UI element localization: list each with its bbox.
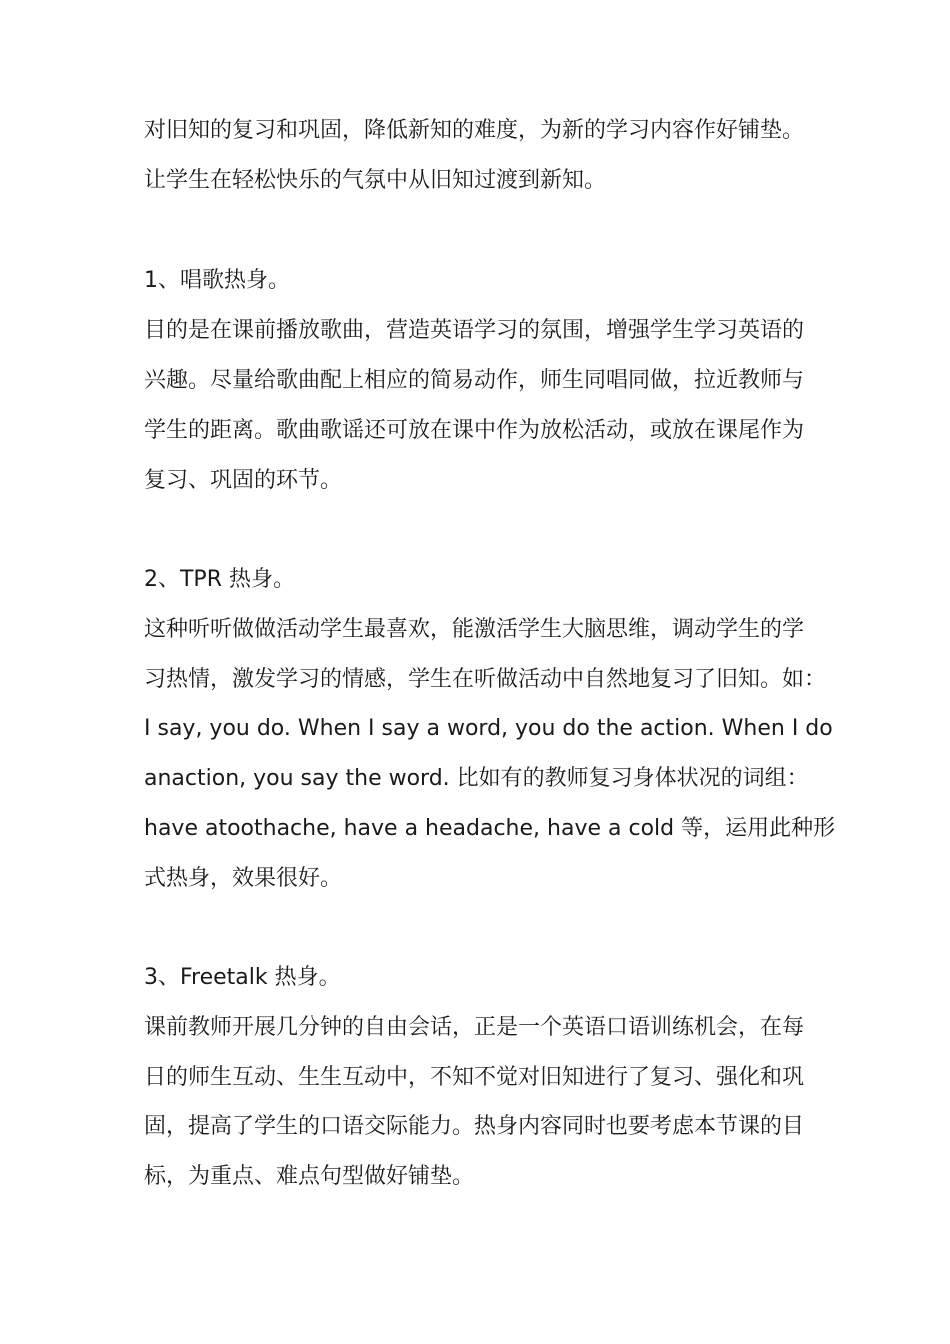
intro-line: 对旧知的复习和巩固，降低新知的难度，为新的学习内容作好铺垫。 <box>144 118 805 143</box>
paragraph-line: 兴趣。尽量给歌曲配上相应的简易动作，师生同唱同做，拉近教师与 <box>144 368 805 393</box>
paragraph-line: 这种听听做做活动学生最喜欢，能激活学生大脑思维，调动学生的学 <box>144 617 805 642</box>
section-heading: 2、TPR 热身。 <box>144 567 295 592</box>
paragraph-line: 日的师生互动、生生互动中，不知不觉对旧知进行了复习、强化和巩 <box>144 1065 805 1090</box>
paragraph-line: 复习、巩固的环节。 <box>144 468 343 493</box>
paragraph-line: 课前教师开展几分钟的自由会话，正是一个英语口语训练机会，在每 <box>144 1015 805 1040</box>
paragraph-line: 标，为重点、难点句型做好铺垫。 <box>144 1164 475 1189</box>
paragraph-line: 学生的距离。歌曲歌谣还可放在课中作为放松活动，或放在课尾作为 <box>144 418 805 443</box>
paragraph-line: 习热情，激发学习的情感，学生在听做活动中自然地复习了旧知。如： <box>144 667 827 692</box>
paragraph-line: I say, you do. When I say a word, you do the action. When I do <box>144 716 833 741</box>
section-heading: 1、唱歌热身。 <box>144 268 290 293</box>
paragraph-line: 式热身，效果很好。 <box>144 866 343 891</box>
paragraph-line: anaction, you say the word. 比如有的教师复习身体状况的词组： <box>144 766 809 791</box>
intro-line: 让学生在轻松快乐的气氛中从旧知过渡到新知。 <box>144 168 607 193</box>
paragraph-line: have atoothache, have a headache, have a cold 等，运用此种形 <box>144 816 836 841</box>
paragraph-line: 目的是在课前播放歌曲，营造英语学习的氛围，增强学生学习英语的 <box>144 318 805 343</box>
paragraph-line: 固，提高了学生的口语交际能力。热身内容同时也要考虑本节课的目 <box>144 1114 805 1139</box>
section-heading: 3、Freetalk 热身。 <box>144 965 341 990</box>
